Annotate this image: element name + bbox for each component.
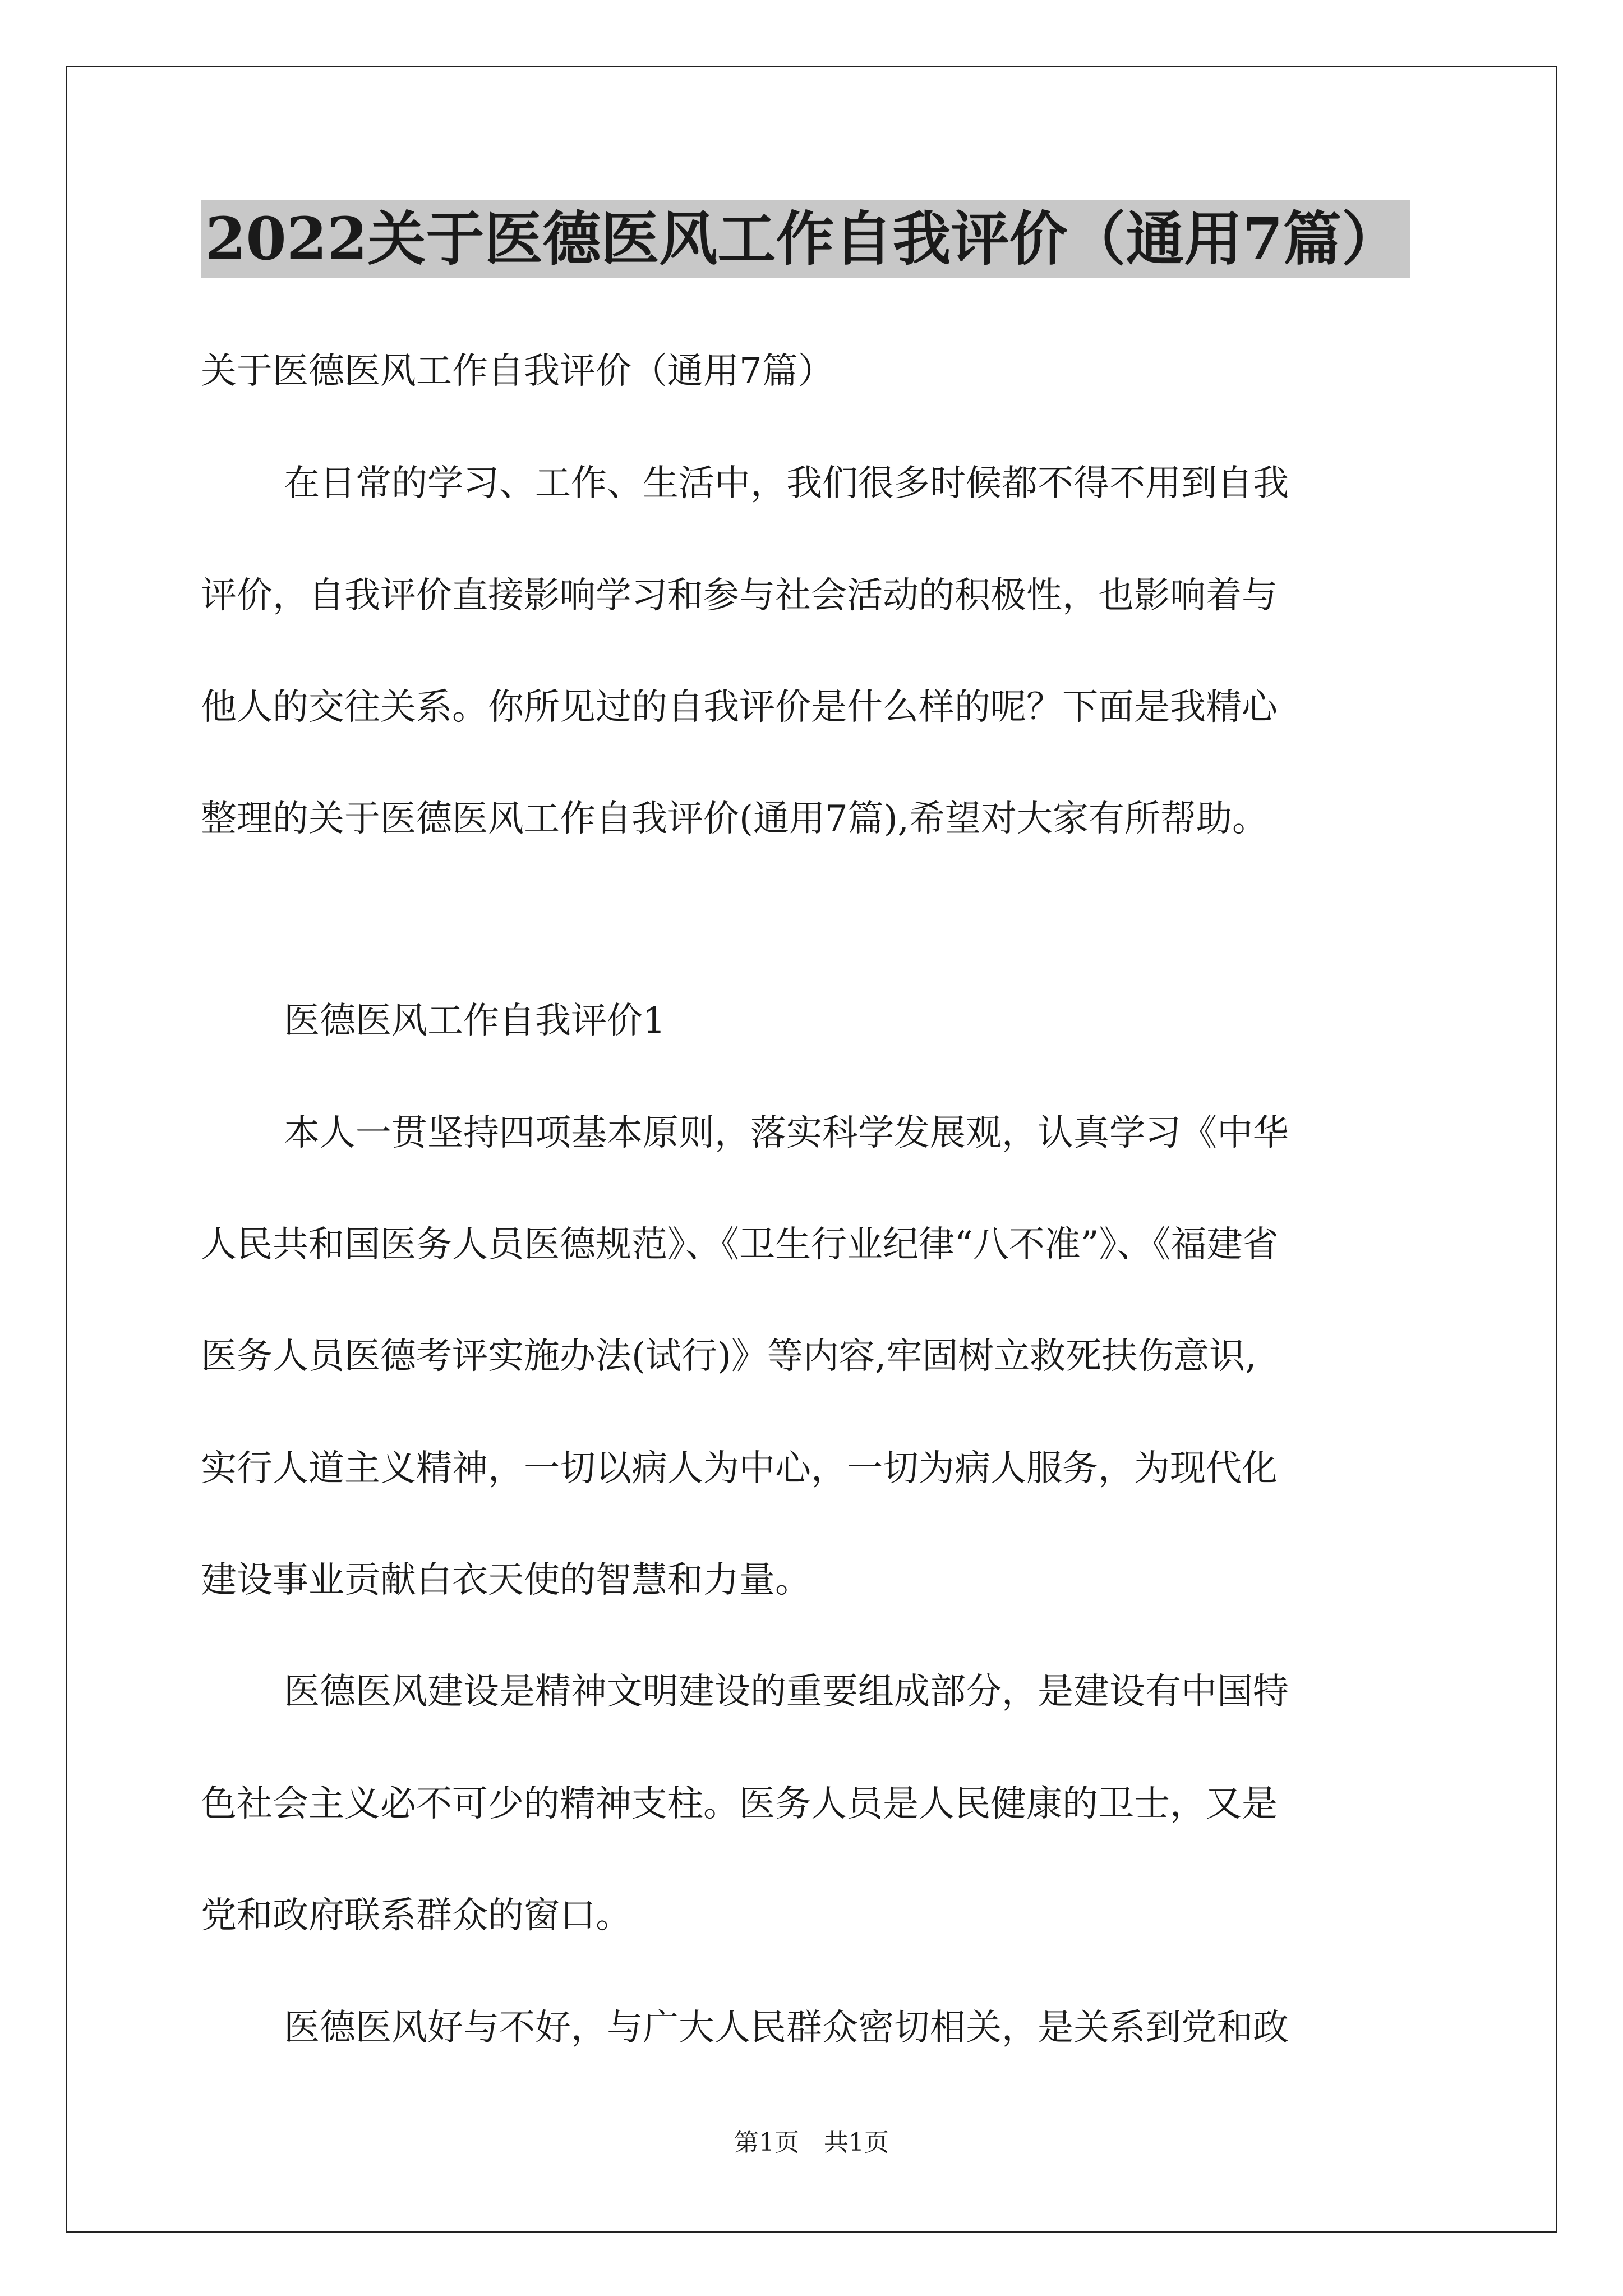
paragraph3-line-1: 医德医风好与不好，与广大人民群众密切相关，是关系到党和政 (284, 2007, 1289, 2049)
paragraph1-line-2: 人民共和国医务人员医德规范》、《卫生行业纪律“八不准”》、《福建省 (201, 1224, 1279, 1266)
paragraph1-line-4: 实行人道主义精神，一切以病人为中心，一切为病人服务，为现代化 (201, 1448, 1278, 1489)
paragraph2-line-1: 医德医风建设是精神文明建设的重要组成部分，是建设有中国特 (284, 1671, 1289, 1713)
paragraph2-line-3: 党和政府联系群众的窗口。 (201, 1895, 631, 1936)
page-footer: 第1页 共1页 (734, 2128, 889, 2157)
section-heading: 医德医风工作自我评价1 (284, 1000, 666, 1042)
intro-line-1: 在日常的学习、工作、生活中，我们很多时候都不得不用到自我 (284, 463, 1289, 504)
intro-line-3: 他人的交往关系。你所见过的自我评价是什么样的呢？下面是我精心 (201, 687, 1278, 728)
document-title: 2022关于医德医风工作自我评价（通用7篇） (201, 200, 1410, 278)
document-subtitle: 关于医德医风工作自我评价（通用7篇） (201, 351, 834, 392)
intro-line-2: 评价，自我评价直接影响学习和参与社会活动的积极性，也影响着与 (201, 575, 1278, 616)
paragraph1-line-1: 本人一贯坚持四项基本原则，落实科学发展观，认真学习《中华 (284, 1112, 1289, 1154)
paragraph1-line-5: 建设事业贡献白衣天使的智慧和力量。 (201, 1559, 811, 1601)
intro-line-4: 整理的关于医德医风工作自我评价(通用7篇),希望对大家有所帮助。 (201, 798, 1268, 840)
paragraph2-line-2: 色社会主义必不可少的精神支柱。医务人员是人民健康的卫士，又是 (201, 1783, 1278, 1825)
paragraph1-line-3: 医务人员医德考评实施办法(试行)》等内容,牢固树立救死扶伤意识, (201, 1336, 1257, 1377)
